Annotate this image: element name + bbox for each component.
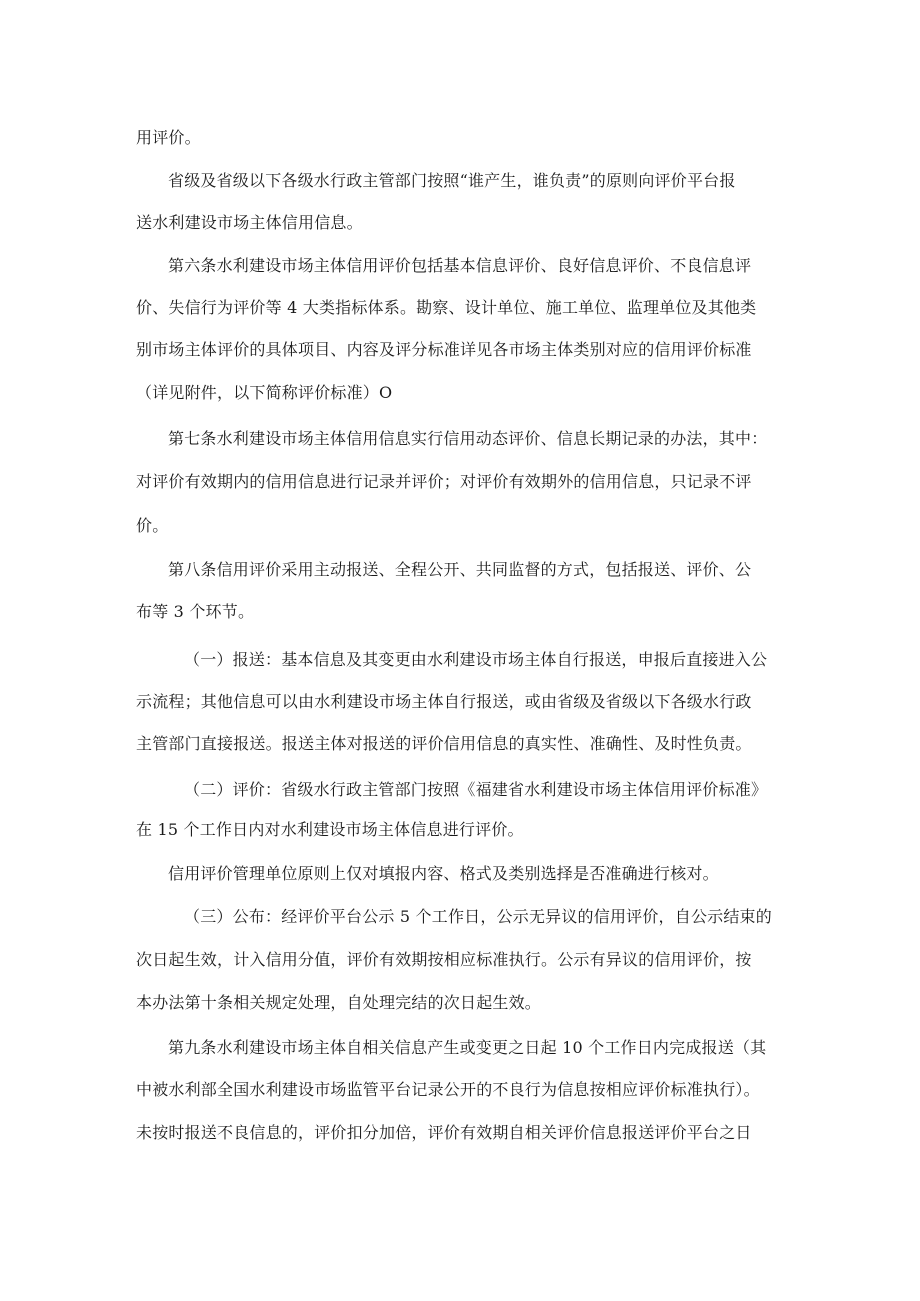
text-line: 在 15 个工作日内对水利建设市场主体信息进行评价。: [136, 820, 524, 839]
text-line: （一）报送：基本信息及其变更由水利建设市场主体自行报送，申报后直接进入公: [184, 650, 768, 669]
text-line: （三）公布：经评价平台公示 5 个工作日，公示无异议的信用评价，自公示结束的: [184, 907, 772, 926]
text-line: 第九条水利建设市场主体自相关信息产生或变更之日起 10 个工作日内完成报送（其: [168, 1038, 767, 1057]
text-line: 价、失信行为评价等 4 大类指标体系。勘察、设计单位、施工单位、监理单位及其他类: [136, 298, 757, 317]
text-line: （详见附件，以下简称评价标准）O: [136, 383, 393, 402]
text-line: 对评价有效期内的信用信息进行记录并评价；对评价有效期外的信用信息，只记录不评: [136, 472, 752, 491]
text-line: 第六条水利建设市场主体信用评价包括基本信息评价、良好信息评价、不良信息评: [168, 256, 752, 275]
text-line: 布等 3 个环节。: [136, 602, 255, 621]
text-line: 别市场主体评价的具体项目、内容及评分标准详见各市场主体类别对应的信用评价标准: [136, 340, 752, 359]
text-line: 本办法第十条相关规定处理，自处理完结的次日起生效。: [136, 993, 542, 1012]
text-line: 价。: [136, 516, 169, 535]
text-line: （二）评价：省级水行政主管部门按照《福建省水利建设市场主体信用评价标准》: [184, 780, 768, 799]
text-line: 省级及省级以下各级水行政主管部门按照“谁产生，谁负责”的原则向评价平台报: [168, 171, 736, 190]
text-line: 次日起生效，计入信用分值，评价有效期按相应标准执行。公示有异议的信用评价，按: [136, 950, 752, 969]
text-line: 中被水利部全国水利建设市场监管平台记录公开的不良行为信息按相应评价标准执行）。: [136, 1080, 760, 1099]
text-line: 第八条信用评价采用主动报送、全程公开、共同监督的方式，包括报送、评价、公: [168, 560, 752, 579]
text-line: 第七条水利建设市场主体信用信息实行信用动态评价、信息长期记录的办法，其中：: [168, 429, 768, 448]
text-line: 主管部门直接报送。报送主体对报送的评价信用信息的真实性、准确性、及时性负责。: [136, 734, 752, 753]
text-line: 信用评价管理单位原则上仅对填报内容、格式及类别选择是否准确进行核对。: [168, 864, 719, 883]
text-line: 送水利建设市场主体信用信息。: [136, 213, 363, 232]
text-line: 未按时报送不良信息的，评价扣分加倍，评价有效期自相关评价信息报送评价平台之日: [136, 1123, 752, 1142]
text-line: 示流程；其他信息可以由水利建设市场主体自行报送，或由省级及省级以下各级水行政: [136, 692, 752, 711]
text-line: 用评价。: [136, 128, 201, 147]
